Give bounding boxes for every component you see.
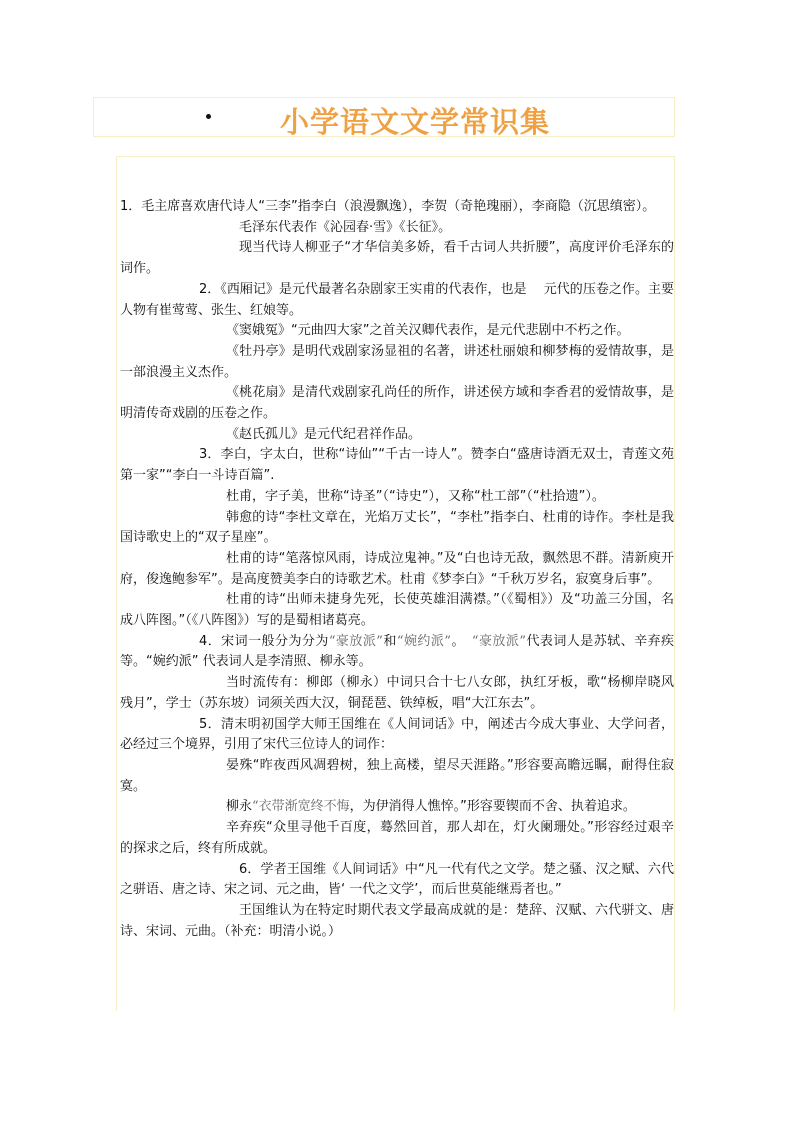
text-span: ，为伊消得人憔悴。”形容要锲而不舍、执着追求。 bbox=[349, 799, 636, 815]
quoted-term: “衣带渐宽终不悔 bbox=[252, 799, 350, 815]
page-title: 小学语文文学常识集 bbox=[280, 105, 551, 139]
text-span: 柳永 bbox=[226, 799, 253, 815]
text-span: 和 bbox=[382, 633, 397, 649]
paragraph: 杜甫的诗“出师未捷身先死，长使英雄泪满襟。”（《蜀相》）及“功盖三分国，名成八阵图。”（《八阵图》）写的是蜀相诸葛亮。 bbox=[120, 592, 674, 629]
paragraph: 《窦娥冤》“元曲四大家”之首关汉卿代表作，是元代悲剧中不朽之作。 bbox=[226, 323, 630, 339]
text-span: 代表词人是苏轼、辛弃疾等。“婉约派” 代表词人是李清照、柳永等。 bbox=[120, 633, 675, 670]
paragraph bbox=[120, 632, 674, 673]
paragraph: 2．《西厢记》是元代最著名杂剧家王实甫的代表作，也是 元代的压卷之作。主要人物有崔莺莺、张生、红娘等。 bbox=[120, 281, 674, 318]
paragraph: 6．学者王国维《人间词话》中“凡一代有代之文学。楚之骚、汉之赋、六代之骈语、唐之诗、宋之词、元之曲，皆‘ 一代之文学’，而后世莫能继焉者也。” bbox=[120, 861, 674, 898]
paragraph: 杜甫，字子美，世称“诗圣”（“诗史”），又称“杜工部”（“杜拾遗”）。 bbox=[226, 488, 605, 504]
body-text bbox=[120, 197, 674, 942]
paragraph: 1．毛主席喜欢唐代诗人“三李”指李白（浪漫飘逸），李贺（奇艳瑰丽），李商隐（沉思缜密）。 bbox=[120, 199, 656, 214]
paragraph: 辛弃疾“众里寻他千百度，蓦然回首，那人却在，灯火阑珊处。”形容经过艰辛的探求之后，终有所成就。 bbox=[120, 820, 674, 856]
paragraph: 3．李白，字太白，世称“诗仙”“千古一诗人”。赞李白“盛唐诗酒无双士，青莲文苑第一家”“李白一斗诗百篇”. bbox=[120, 447, 674, 484]
paragraph: 5．清末明初国学大师王国维在《人间词话》中，阐述古今成大事业、大学问者，必经过三个境界，引用了宋代三位诗人的词作： bbox=[120, 716, 674, 753]
paragraph: 现当代诗人柳亚子“才华信美多娇，看千古词人共折腰”，高度评价毛泽东的词作。 bbox=[120, 240, 674, 277]
paragraph: 杜甫的诗“笔落惊风雨，诗成泣鬼神。”及“白也诗无敌，飘然思不群。清新庾开府，俊逸鲍参军”。是高度赞美李白的诗歌艺术。杜甫《梦李白》“千秋万岁名，寂寞身后事”。 bbox=[120, 550, 674, 587]
text-span: 4．宋词一般分为分为 bbox=[199, 633, 329, 649]
paragraph bbox=[120, 797, 674, 818]
title-box bbox=[93, 97, 675, 137]
paragraph: 韩愈的诗“李杜文章在，光焰万丈长”，“李杜”指李白、杜甫的诗作。李杜是我国诗歌史上的“双子星座”。 bbox=[120, 509, 674, 546]
paragraph: 《牡丹亭》是明代戏剧家汤显祖的名著，讲述杜丽娘和柳梦梅的爱情故事，是一部浪漫主义杰作。 bbox=[120, 343, 674, 380]
quoted-term: “婉约派” bbox=[396, 633, 451, 649]
paragraph: 晏殊“昨夜西风凋碧树，独上高楼，望尽天涯路。”形容要高瞻远瞩，耐得住寂寞。 bbox=[120, 757, 674, 794]
paragraph: 《赵氏孤儿》是元代纪君祥作品。 bbox=[226, 426, 422, 442]
quoted-term: “豪放派” bbox=[471, 633, 526, 649]
quoted-term: “豪放派” bbox=[328, 633, 383, 649]
bullet-icon bbox=[206, 114, 211, 119]
paragraph: 王国维认为在特定时期代表文学最高成就的是：楚辞、汉赋、六代骈文、唐诗、宋词、元曲。（补充：明清小说。） bbox=[120, 902, 674, 939]
paragraph: 毛泽东代表作《沁园春·雪》《长征》。 bbox=[239, 219, 452, 235]
paragraph: 当时流传有：柳郎（柳永）中词只合十七八女郎，执红牙板，歌“杨柳岸晓风残月”，学士（苏东坡）词须关西大汉，铜琵琶、铁绰板，唱“大江东去”。 bbox=[120, 675, 674, 711]
paragraph: 《桃花扇》是清代戏剧家孔尚任的所作，讲述侯方域和李香君的爱情故事，是明清传奇戏剧的压卷之作。 bbox=[120, 385, 674, 422]
content-box bbox=[116, 156, 675, 1011]
text-span: 。 bbox=[451, 633, 472, 649]
